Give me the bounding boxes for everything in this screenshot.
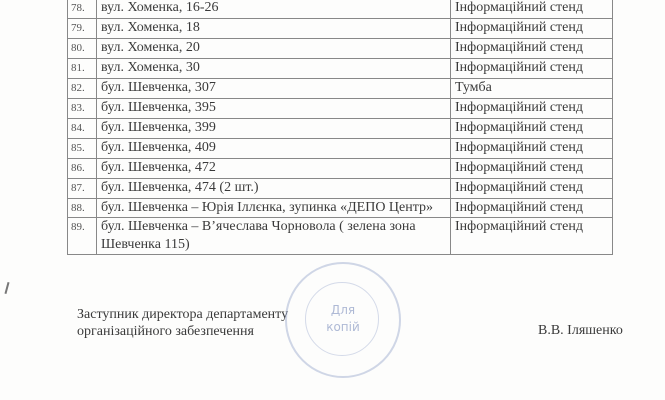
row-type: Інформаційний стенд — [451, 159, 613, 179]
row-number: 84. — [68, 119, 97, 139]
row-type: Інформаційний стенд — [451, 99, 613, 119]
row-number: 85. — [68, 139, 97, 159]
row-address: вул. Хоменка, 20 — [97, 39, 451, 59]
row-type: Інформаційний стенд — [451, 139, 613, 159]
table-row — [68, 119, 613, 139]
row-number: 83. — [68, 99, 97, 119]
row-type: Інформаційний стенд — [451, 0, 613, 19]
table-row — [68, 218, 613, 255]
signatory-name: В.В. Іляшенко — [538, 323, 623, 338]
row-address: вул. Хоменка, 18 — [97, 19, 451, 39]
row-number: 89. — [68, 218, 97, 255]
table-row — [68, 159, 613, 179]
row-address: бул. Шевченка – Юрія Іллєнка, зупинка «ДЕПО Центр» — [97, 199, 451, 218]
row-number: 82. — [68, 79, 97, 99]
signatory-position — [77, 306, 288, 340]
row-type: Інформаційний стенд — [451, 199, 613, 218]
row-type: Інформаційний стенд — [451, 119, 613, 139]
row-number: 80. — [68, 39, 97, 59]
locations-table — [67, 0, 613, 255]
table-row — [68, 79, 613, 99]
row-address: бул. Шевченка, 307 — [97, 79, 451, 99]
row-number: 81. — [68, 59, 97, 79]
table-row — [68, 199, 613, 218]
copy-stamp — [285, 262, 401, 378]
table-row — [68, 139, 613, 159]
margin-mark — [4, 282, 9, 294]
row-type: Інформаційний стенд — [451, 179, 613, 199]
row-address: вул. Хоменка, 30 — [97, 59, 451, 79]
table-row — [68, 59, 613, 79]
row-number: 88. — [68, 199, 97, 218]
row-number: 79. — [68, 19, 97, 39]
stamp-text-1: Для — [330, 303, 356, 317]
row-type: Інформаційний стенд — [451, 218, 613, 255]
row-type: Інформаційний стенд — [451, 59, 613, 79]
position-line-1: Заступник директора департаменту — [77, 307, 289, 322]
row-type: Інформаційний стенд — [451, 39, 613, 59]
position-line-2: організаційного забезпечення — [77, 324, 254, 339]
row-type: Тумба — [451, 79, 613, 99]
table-row — [68, 0, 613, 19]
row-address: бул. Шевченка, 472 — [97, 159, 451, 179]
row-number: 87. — [68, 179, 97, 199]
row-address: бул. Шевченка – В’ячеслава Чорновола ( зелена зона Шевченка 115) — [97, 218, 451, 255]
table-row — [68, 39, 613, 59]
table-row — [68, 179, 613, 199]
row-type: Інформаційний стенд — [451, 19, 613, 39]
row-address: бул. Шевченка, 399 — [97, 119, 451, 139]
table-row — [68, 19, 613, 39]
row-address: бул. Шевченка, 395 — [97, 99, 451, 119]
stamp-text-2: копій — [326, 320, 360, 334]
row-address: бул. Шевченка, 474 (2 шт.) — [97, 179, 451, 199]
table-row — [68, 99, 613, 119]
row-number: 86. — [68, 159, 97, 179]
row-number: 78. — [68, 0, 97, 19]
row-address: бул. Шевченка, 409 — [97, 139, 451, 159]
row-address: вул. Хоменка, 16-26 — [97, 0, 451, 19]
